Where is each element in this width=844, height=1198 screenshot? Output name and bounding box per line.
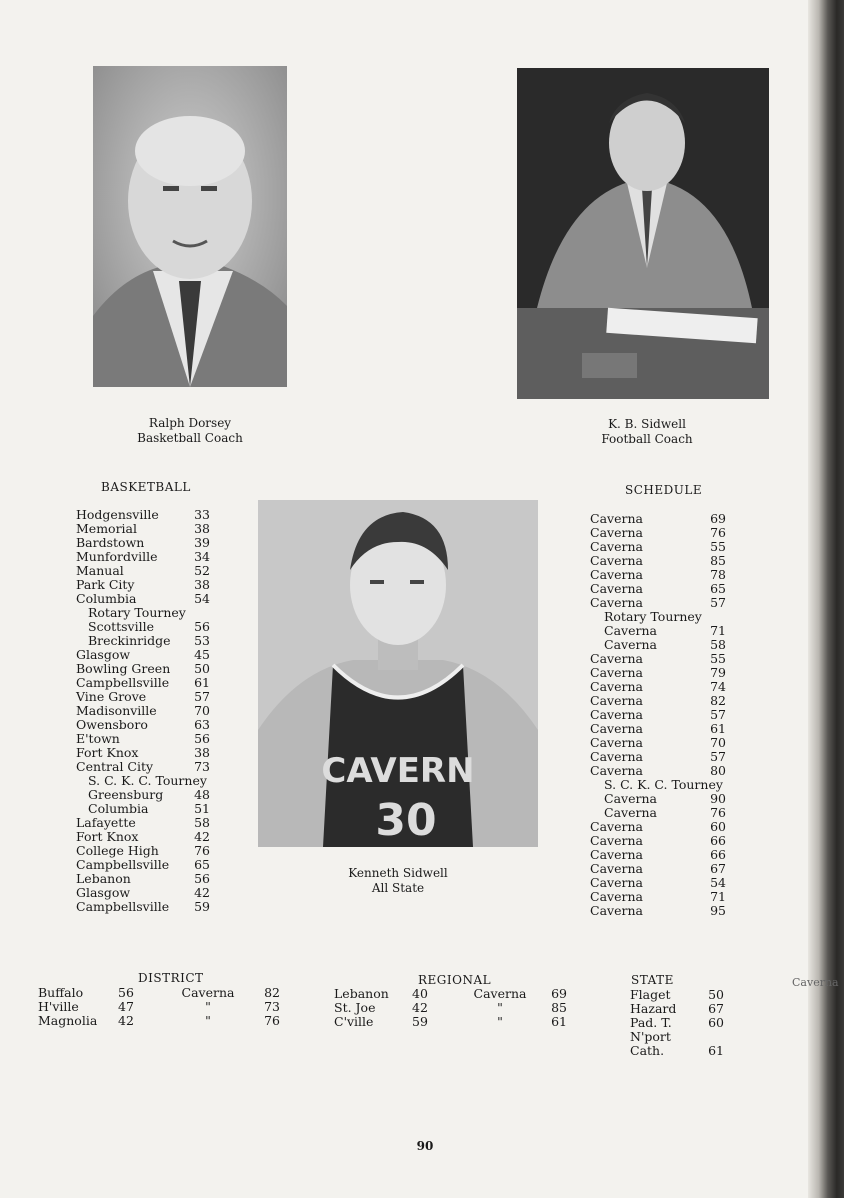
- team-name: Magnolia: [38, 1013, 98, 1028]
- state-heading: STATE: [631, 973, 674, 987]
- schedule-row: [590, 876, 726, 890]
- team-name: Cath.: [630, 1043, 665, 1058]
- score: 56: [194, 731, 210, 746]
- basketball-row: [76, 900, 210, 914]
- page-number: 90: [416, 1139, 434, 1153]
- score: 58: [710, 637, 726, 652]
- basketball-row: [76, 732, 210, 746]
- score: 59: [412, 1014, 428, 1029]
- score: 63: [194, 717, 210, 732]
- team-name: Caverna: [590, 679, 643, 694]
- score: 42: [412, 1000, 428, 1015]
- basketball-results-list: [76, 508, 210, 914]
- score: 90: [710, 791, 726, 806]
- state-row: [630, 1030, 724, 1044]
- schedule-row: [590, 708, 726, 722]
- team-name: Caverna: [590, 693, 643, 708]
- team-name: Park City: [76, 577, 135, 592]
- schedule-row: [590, 582, 726, 596]
- score: 67: [708, 1001, 724, 1016]
- score: 85: [710, 553, 726, 568]
- score: 66: [710, 833, 726, 848]
- score: 57: [194, 689, 210, 704]
- team-name: Central City: [76, 759, 154, 774]
- basketball-row: [76, 508, 210, 522]
- coach-caption-2: [567, 417, 727, 447]
- team-name: Caverna: [590, 525, 643, 540]
- score: 53: [194, 633, 210, 648]
- score: 42: [194, 885, 210, 900]
- district-row: [38, 1000, 280, 1014]
- team-name: Rotary Tourney: [88, 605, 186, 620]
- team-name: Breckinridge: [88, 633, 171, 648]
- basketball-row: [76, 634, 210, 648]
- basketball-row: [76, 704, 210, 718]
- score: 76: [194, 843, 210, 858]
- schedule-heading: SCHEDULE: [625, 483, 703, 497]
- score: 55: [710, 539, 726, 554]
- score: 47: [118, 999, 134, 1014]
- team-name: Caverna: [590, 847, 643, 862]
- team-name: Rotary Tourney: [604, 609, 702, 624]
- score: 95: [710, 903, 726, 918]
- score: 52: [194, 563, 210, 578]
- score: 56: [118, 985, 134, 1000]
- opponent-name: Caverna: [181, 985, 235, 1000]
- score: 50: [708, 987, 724, 1002]
- basketball-row: [76, 844, 210, 858]
- team-name: Vine Grove: [76, 689, 147, 704]
- team-name: Fort Knox: [76, 745, 139, 760]
- opponent-score: 76: [264, 1013, 280, 1028]
- score: 69: [710, 511, 726, 526]
- score: 80: [710, 763, 726, 778]
- team-name: Caverna: [590, 651, 643, 666]
- team-name: Caverna: [590, 889, 643, 904]
- score: 71: [710, 889, 726, 904]
- score: 61: [710, 721, 726, 736]
- basketball-row: [76, 676, 210, 690]
- opponent-name: Caverna: [473, 986, 527, 1001]
- schedule-row: [590, 512, 726, 526]
- regional-row: [334, 1001, 567, 1015]
- opponent-name: ": [497, 1014, 503, 1029]
- regional-table: [334, 987, 567, 1029]
- district-heading: DISTRICT: [138, 971, 204, 985]
- basketball-row: [76, 872, 210, 886]
- score: 38: [194, 521, 210, 536]
- portrait-kenneth-sidwell: [258, 500, 538, 847]
- team-name: Caverna: [590, 511, 643, 526]
- team-name: Caverna: [590, 749, 643, 764]
- state-row: [630, 1016, 724, 1030]
- team-name: Columbia: [76, 591, 137, 606]
- team-name: Greensburg: [88, 787, 164, 802]
- team-name: Campbellsville: [76, 899, 170, 914]
- schedule-row: [590, 820, 726, 834]
- basketball-row: [76, 564, 210, 578]
- team-name: Memorial: [76, 521, 137, 536]
- team-name: St. Joe: [334, 1000, 376, 1015]
- basketball-heading: BASKETBALL: [101, 480, 191, 494]
- score: 50: [194, 661, 210, 676]
- score: 57: [710, 749, 726, 764]
- score: 56: [194, 871, 210, 886]
- team-name: Madisonville: [76, 703, 157, 718]
- team-name: Caverna: [590, 833, 643, 848]
- team-name: Caverna: [590, 903, 643, 918]
- team-name: Caverna: [590, 763, 643, 778]
- basketball-row: [76, 886, 210, 900]
- regional-heading: REGIONAL: [418, 973, 492, 987]
- score: [704, 610, 726, 624]
- book-binding-shadow: [808, 0, 844, 1198]
- score: [723, 778, 726, 792]
- team-name: Flaget: [630, 987, 671, 1002]
- score: 40: [412, 986, 428, 1001]
- team-name: Munfordville: [76, 549, 158, 564]
- district-row: [38, 1014, 280, 1028]
- schedule-row: [590, 862, 726, 876]
- basketball-row: [76, 788, 210, 802]
- team-name: Caverna: [590, 595, 643, 610]
- team-name: Hazard: [630, 1001, 677, 1016]
- schedule-row: [590, 848, 726, 862]
- score: 33: [194, 507, 210, 522]
- score: 60: [710, 819, 726, 834]
- cut-off-edge-text: Caverna: [792, 976, 839, 989]
- basketball-row: [76, 648, 210, 662]
- opponent-score: 73: [264, 999, 280, 1014]
- portrait-kb-sidwell: [517, 68, 769, 399]
- state-row: [630, 988, 724, 1002]
- team-name: E'town: [76, 731, 120, 746]
- team-name: Owensboro: [76, 717, 148, 732]
- team-name: Caverna: [590, 539, 643, 554]
- score: 61: [194, 675, 210, 690]
- score: 51: [194, 801, 210, 816]
- schedule-row: [590, 554, 726, 568]
- score: [207, 774, 210, 788]
- basketball-row: [76, 690, 210, 704]
- score: [692, 1030, 724, 1044]
- team-name: Campbellsville: [76, 857, 170, 872]
- schedule-row: [590, 568, 726, 582]
- opponent-name: ": [205, 999, 211, 1014]
- basketball-row: [76, 606, 210, 620]
- opponent-score: 69: [551, 986, 567, 1001]
- team-name: Caverna: [604, 623, 657, 638]
- team-name: Caverna: [590, 581, 643, 596]
- coach-title: Basketball Coach: [137, 431, 243, 445]
- team-name: Caverna: [604, 805, 657, 820]
- schedule-row: [590, 652, 726, 666]
- score: 78: [710, 567, 726, 582]
- portrait-ralph-dorsey: [93, 66, 287, 387]
- team-name: Bowling Green: [76, 661, 171, 676]
- basketball-row: [76, 760, 210, 774]
- score: 74: [710, 679, 726, 694]
- score: 79: [710, 665, 726, 680]
- team-name: Lebanon: [76, 871, 131, 886]
- score: 42: [118, 1013, 134, 1028]
- team-name: Columbia: [88, 801, 149, 816]
- score: 70: [194, 703, 210, 718]
- coach-name: K. B. Sidwell: [608, 417, 686, 431]
- schedule-row: [590, 890, 726, 904]
- score: 58: [194, 815, 210, 830]
- district-row: [38, 986, 280, 1000]
- schedule-row: [590, 526, 726, 540]
- basketball-row: [76, 858, 210, 872]
- schedule-row: [590, 624, 726, 638]
- score: 34: [194, 549, 210, 564]
- score: 55: [710, 651, 726, 666]
- team-name: S. C. K. C. Tourney: [88, 773, 207, 788]
- team-name: Pad. T.: [630, 1015, 672, 1030]
- basketball-row: [76, 536, 210, 550]
- score: 76: [710, 805, 726, 820]
- jersey-lettering: CAVERN: [321, 751, 475, 791]
- team-name: Buffalo: [38, 985, 84, 1000]
- score: 42: [194, 829, 210, 844]
- score: 57: [710, 595, 726, 610]
- schedule-row: [590, 736, 726, 750]
- team-name: Lafayette: [76, 815, 136, 830]
- score: 71: [710, 623, 726, 638]
- schedule-row: [590, 806, 726, 820]
- schedule-row: [590, 792, 726, 806]
- opponent-score: 85: [551, 1000, 567, 1015]
- score: 56: [194, 619, 210, 634]
- schedule-row: [590, 904, 726, 918]
- team-name: Caverna: [590, 665, 643, 680]
- basketball-row: [76, 802, 210, 816]
- schedule-row: [590, 834, 726, 848]
- team-name: Caverna: [590, 721, 643, 736]
- schedule-row: [590, 540, 726, 554]
- schedule-row: [590, 764, 726, 778]
- team-name: Caverna: [590, 735, 643, 750]
- jersey-number: 30: [375, 795, 437, 846]
- score: [188, 606, 210, 620]
- regional-row: [334, 1015, 567, 1029]
- opponent-score: 82: [264, 985, 280, 1000]
- team-name: Manual: [76, 563, 124, 578]
- team-name: Caverna: [590, 875, 643, 890]
- score: 38: [194, 745, 210, 760]
- team-name: Fort Knox: [76, 829, 139, 844]
- team-name: Lebanon: [334, 986, 389, 1001]
- score: 67: [710, 861, 726, 876]
- team-name: Caverna: [604, 791, 657, 806]
- score: 57: [710, 707, 726, 722]
- player-title: All State: [371, 881, 425, 895]
- team-name: Caverna: [590, 707, 643, 722]
- player-name: Kenneth Sidwell: [348, 866, 448, 880]
- basketball-row: [76, 620, 210, 634]
- schedule-results-list: [590, 512, 726, 918]
- district-table: [38, 986, 280, 1028]
- team-name: C'ville: [334, 1014, 374, 1029]
- score: 66: [710, 847, 726, 862]
- basketball-row: [76, 816, 210, 830]
- basketball-row: [76, 550, 210, 564]
- score: 61: [708, 1043, 724, 1058]
- team-name: N'port: [630, 1029, 671, 1044]
- team-name: Caverna: [590, 861, 643, 876]
- team-name: Scottsville: [88, 619, 155, 634]
- score: 70: [710, 735, 726, 750]
- score: 48: [194, 787, 210, 802]
- basketball-row: [76, 774, 210, 788]
- score: 60: [708, 1015, 724, 1030]
- score: 39: [194, 535, 210, 550]
- score: 45: [194, 647, 210, 662]
- score: 54: [194, 591, 210, 606]
- team-name: Hodgensville: [76, 507, 159, 522]
- schedule-row: [590, 750, 726, 764]
- team-name: Caverna: [590, 553, 643, 568]
- schedule-row: [590, 638, 726, 652]
- coach-title: Football Coach: [601, 432, 693, 446]
- score: 65: [194, 857, 210, 872]
- player-caption: [318, 866, 478, 896]
- basketball-row: [76, 592, 210, 606]
- team-name: Bardstown: [76, 535, 145, 550]
- basketball-row: [76, 578, 210, 592]
- score: 82: [710, 693, 726, 708]
- basketball-row: [76, 830, 210, 844]
- team-name: S. C. K. C. Tourney: [604, 777, 723, 792]
- score: 38: [194, 577, 210, 592]
- team-name: Campbellsville: [76, 675, 170, 690]
- basketball-row: [76, 662, 210, 676]
- state-table: [630, 988, 724, 1058]
- opponent-name: ": [497, 1000, 503, 1015]
- state-row: [630, 1044, 724, 1058]
- team-name: Glasgow: [76, 885, 131, 900]
- coach-caption-1: [110, 416, 270, 446]
- score: 54: [710, 875, 726, 890]
- schedule-row: [590, 666, 726, 680]
- opponent-name: ": [205, 1013, 211, 1028]
- team-name: Glasgow: [76, 647, 131, 662]
- state-row: [630, 1002, 724, 1016]
- team-name: Caverna: [604, 637, 657, 652]
- schedule-row: [590, 596, 726, 610]
- schedule-row: [590, 778, 726, 792]
- basketball-row: [76, 522, 210, 536]
- score: 65: [710, 581, 726, 596]
- basketball-row: [76, 746, 210, 760]
- schedule-row: [590, 610, 726, 624]
- coach-name: Ralph Dorsey: [148, 416, 232, 430]
- score: 73: [194, 759, 210, 774]
- schedule-row: [590, 694, 726, 708]
- schedule-row: [590, 722, 726, 736]
- score: 59: [194, 899, 210, 914]
- regional-row: [334, 987, 567, 1001]
- team-name: H'ville: [38, 999, 79, 1014]
- schedule-row: [590, 680, 726, 694]
- team-name: Caverna: [590, 567, 643, 582]
- team-name: Caverna: [590, 819, 643, 834]
- opponent-score: 61: [551, 1014, 567, 1029]
- team-name: College High: [76, 843, 159, 858]
- score: 76: [710, 525, 726, 540]
- basketball-row: [76, 718, 210, 732]
